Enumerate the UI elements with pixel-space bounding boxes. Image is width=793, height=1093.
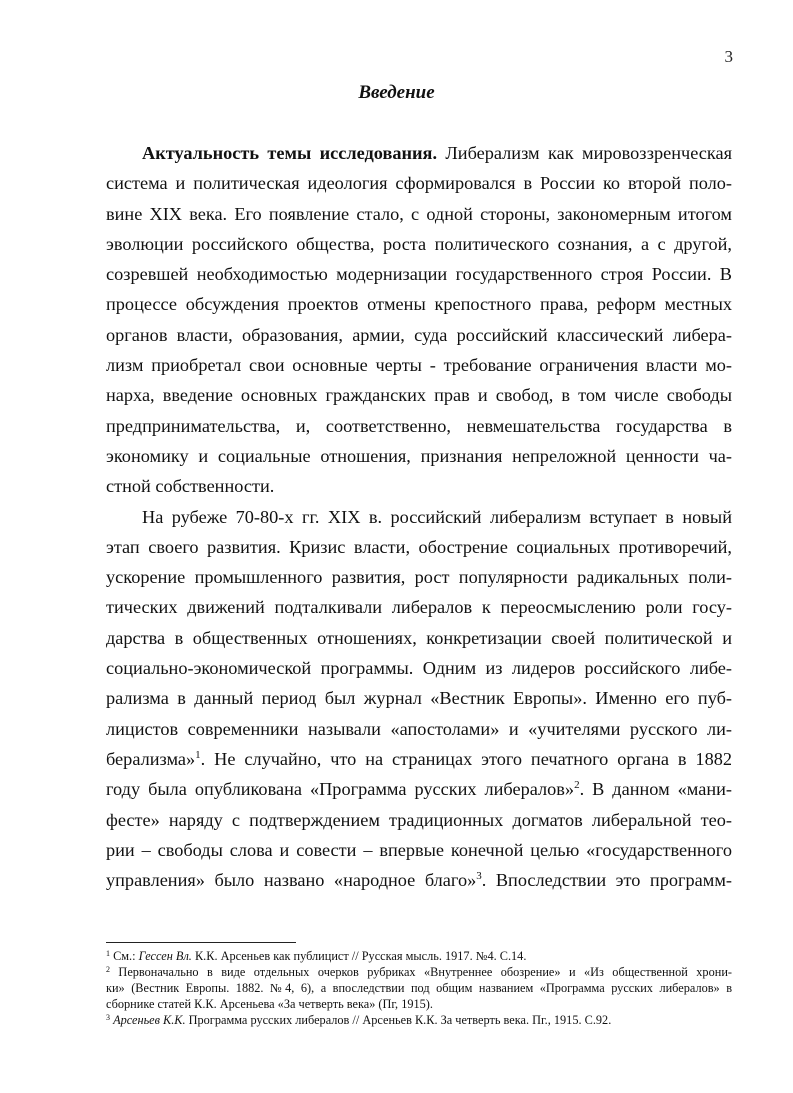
footnote-separator [106, 942, 296, 943]
paragraph-line: предпринимательства, и, соответственно, невмешательства государства в [106, 415, 732, 436]
paragraph-line: рализма в данный период был журнал «Вестник Европы». Именно его пуб- [106, 688, 732, 709]
paragraph-line: лизм приобретал свои основные черты - требование ограничения власти мо- [106, 355, 732, 376]
footnotes [106, 948, 732, 1028]
paragraph-line [106, 774, 732, 804]
paragraph-line: эволюции российского общества, роста политического сознания, а с другой, [106, 233, 732, 254]
paragraph-line: вине XIX века. Его появление стало, с одной стороны, закономерным итогом [106, 203, 732, 224]
paragraph-line: органов власти, образования, армии, суда российский классический либера- [106, 324, 732, 345]
paragraph-line: рии – свободы слова и совести – впервые конечной целью «государственного [106, 839, 732, 860]
footnote-ref[interactable]: 2 [574, 779, 580, 792]
footnote-2-cont: ки» (Вестник Европы. 1882. №4, 6), а впоследствии под общим названием «Программа русских либералов» в [106, 981, 732, 995]
paragraph-line: тических движений подталкивали либералов к переосмыслению роли госу- [106, 597, 732, 618]
footnote-number: 2 [106, 965, 110, 974]
footnote-text: К.К. Арсеньев как публицист // Русская мысль. 1917. №4. С.14. [191, 949, 527, 963]
paragraph-line [106, 744, 732, 774]
line-text: Либерализм как мировоззренческая [437, 143, 733, 163]
paragraph-line: На рубеже 70-80-х гг. XIX в. российский либерализм вступает в новый [142, 506, 732, 527]
line-text: управления» было названо «народное благо» [106, 870, 477, 891]
footnote-number: 1 [106, 949, 110, 958]
line-text: . Не случайно, что на страницах этого печатного органа в 1882 [200, 748, 732, 769]
footnote-text: Программа русских либералов // Арсеньев К.К. За четверть века. Пг., 1915. С.92. [185, 1013, 612, 1027]
paragraph-line: лицистов современники называли «апостолами» и «учителями русского ли- [106, 718, 732, 739]
paragraph-line: созревшей необходимостью модернизации государственного строя России. В [106, 264, 732, 285]
line-text: берализма» [106, 748, 196, 769]
paragraph-line: экономику и социальные отношения, признания непреложной ценности ча- [106, 445, 732, 466]
lead-heading: Актуальность темы исследования. [142, 143, 438, 163]
line-text: . Впоследствии это программ- [481, 870, 732, 891]
paragraph-line: ускорение промышленного развития, рост популярности радикальных поли- [106, 567, 732, 588]
paragraph-line: фесте» наряду с подтверждением традиционных догматов либеральной тео- [106, 809, 732, 830]
paragraph-line: процессе обсуждения проектов отмены крепостного права, реформ местных [106, 294, 732, 315]
page-number: 3 [724, 47, 733, 66]
footnote-text: См.: [110, 949, 139, 963]
main-text [106, 138, 732, 895]
footnote-author: Арсеньев К.К. [110, 1013, 186, 1027]
footnote-3 [106, 1012, 732, 1028]
section-title: Введение [358, 82, 435, 103]
footnote-number: 3 [106, 1013, 110, 1022]
footnote-ref[interactable]: 3 [476, 870, 482, 883]
paragraph-line: социально-экономической программы. Одним из лидеров российского либе- [106, 658, 732, 679]
footnote-1 [106, 948, 732, 964]
footnote-2 [106, 964, 732, 980]
paragraph-line: этап своего развития. Кризис власти, обострение социальных противоречий, [106, 536, 732, 557]
line-text: . В данном «мани- [579, 779, 732, 800]
paragraph-line [106, 138, 732, 168]
paragraph-line: система и политическая идеология сформировался в России ко второй поло- [106, 173, 732, 194]
paragraph-line [106, 865, 732, 895]
paragraph-line: стной собственности. [106, 476, 275, 497]
footnote-author: Гессен Вл. [138, 949, 192, 963]
footnote-ref[interactable]: 1 [195, 748, 201, 761]
line-text: году была опубликована «Программа русских либералов» [106, 779, 575, 800]
paragraph-line: нарха, введение основных гражданских прав и свобод, в том числе свободы [106, 385, 732, 406]
footnote-text: Первоначально в виде отдельных очерков рубриках «Внутреннее обозрение» и «Из общественной хрони- [110, 965, 732, 979]
footnote-2-cont: сборнике статей К.К. Арсеньева «За четверть века» (Пг, 1915). [106, 997, 433, 1011]
paragraph-line: дарства в общественных отношениях, конкретизации своей политической и [106, 627, 732, 648]
